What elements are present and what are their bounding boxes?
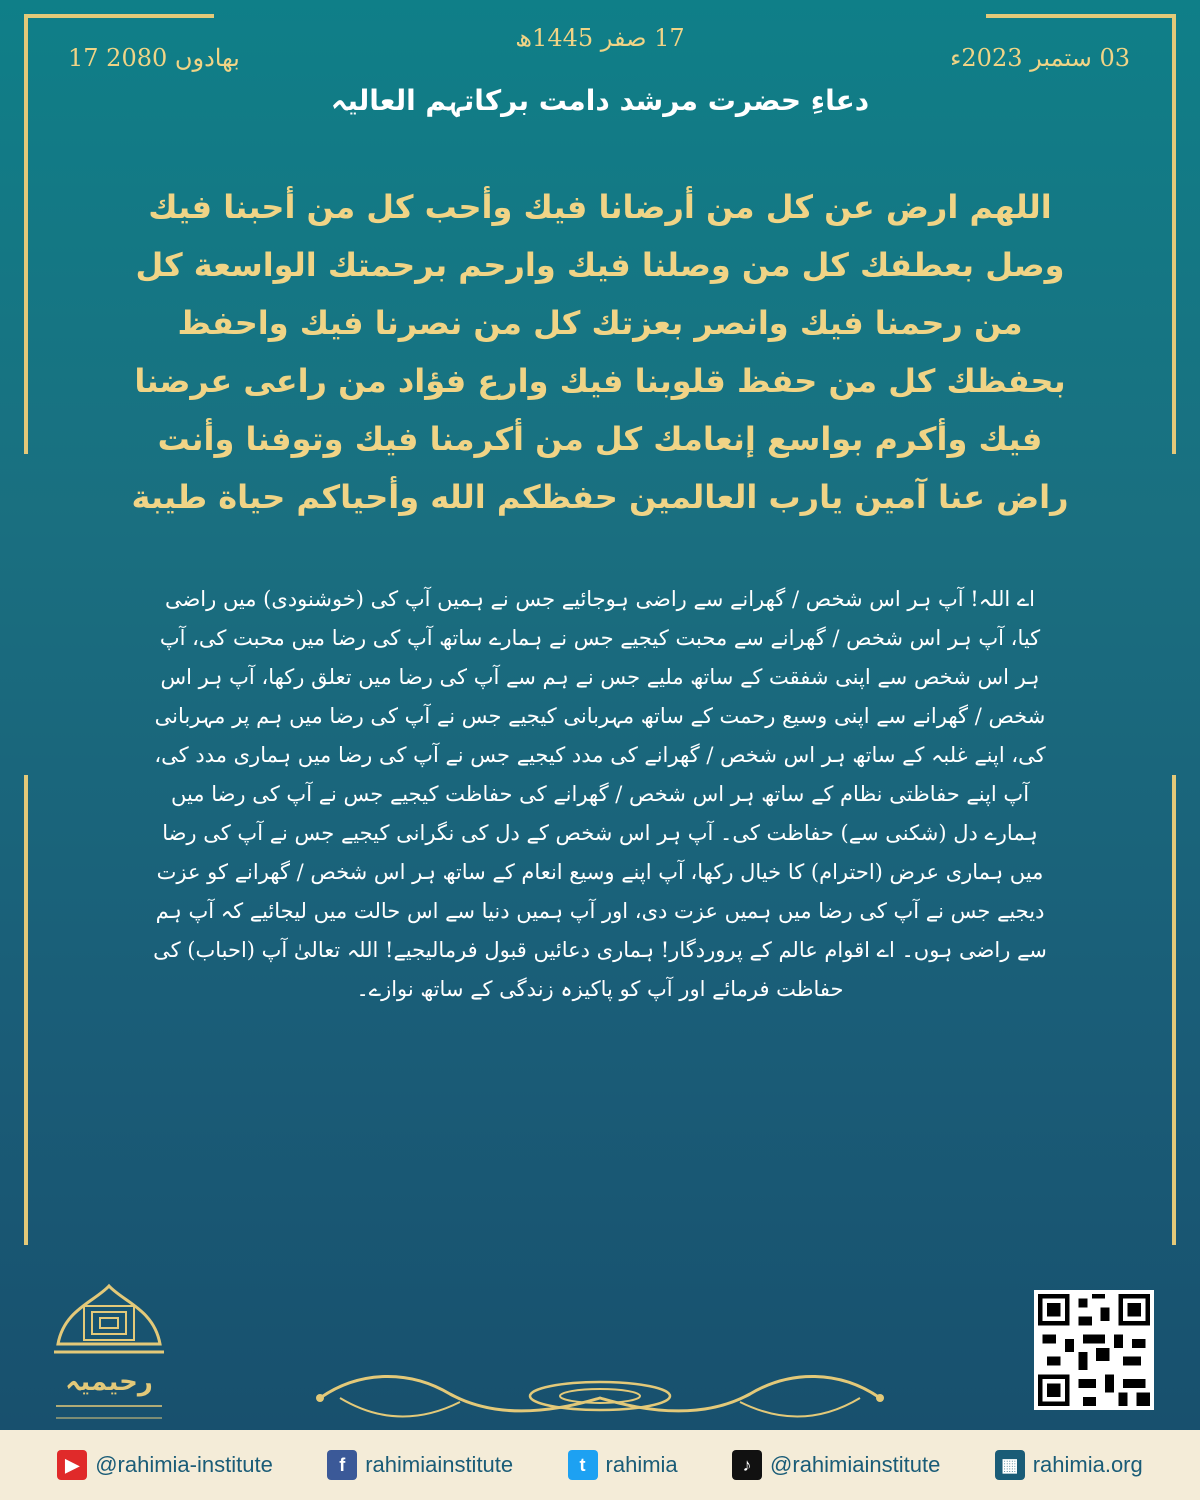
facebook-link[interactable] xyxy=(327,1450,513,1480)
twitter-handle: rahimia xyxy=(605,1452,678,1477)
page-title: دعاءِ حضرت مرشد دامت برکاتہم العالیہ xyxy=(330,84,870,117)
frame-top-right xyxy=(986,14,1176,18)
web-icon: ▦ xyxy=(995,1450,1025,1480)
facebook-handle: rahimiainstitute xyxy=(365,1452,514,1477)
twitter-link[interactable] xyxy=(568,1450,678,1480)
tiktok-icon: ♪ xyxy=(732,1450,762,1480)
logo-emblem-icon xyxy=(44,1282,174,1430)
urdu-translation: اے اللہ! آپ ہر اس شخص / گھرانے سے راضی ہوجائیے جس نے ہمیں آپ کی (خوشنودی) میں راضی کیا، آپ ہر اس شخص / گھرانے سے محبت کیجیے جس نے ہمارے ساتھ آپ کی رضا میں محبت کی، آپ ہر اس شخص سے اپنی شفقت کے ساتھ ملیے جس نے ہم سے آپ کی رضا میں تعلق رکھا، آپ ہر اس شخص / گھرانے سے اپنی وسیع رحمت کے ساتھ مہربانی کیجیے جس نے آپ کی رضا میں ہم پر مہربانی کی، اپنے غلبہ کے ساتھ ہر اس شخص / گھرانے کی مدد کیجیے جس نے آپ کی رضا میں ہماری مدد کی، آپ اپنے حفاظتی نظام کے ساتھ ہر اس شخص / گھرانے کی حفاظت کیجیے جس نے آپ کی رضا میں ہمارے دل (شکنی سے) حفاظت کی۔ آپ ہر اس شخص کے دل کی نگرانی کیجیے جس نے آپ کی رضا میں ہماری عرض (احترام) کا خیال رکھا، آپ اپنے وسیع انعام کے ساتھ ہر اس شخص / گھرانے کو عزت دیجیے جس نے آپ کی رضا میں ہمیں عزت دی، اور آپ ہمیں دنیا سے اس حالت میں لیجائیے کہ آپ ہم سے راضی ہوں۔ اے اقوام عالم کے پروردگار! ہماری دعائیں قبول فرمالیجیے! اللہ تعالیٰ آپ (احباب) کی حفاظت فرمائے اور آپ کو پاکیزہ زندگی کے ساتھ نوازے۔ xyxy=(153,587,1047,1001)
gregorian-date: 03 ستمبر 2023ء xyxy=(950,44,1130,72)
arabic-prayer: اللهم ارض عن كل من أرضانا فيك وأحب كل من أحبنا فيك وصل بعطفك كل من وصلنا فيك وارحم برحمتك الواسعة كل من رحمنا فيك وانصر بعزتك كل من نصرنا فيك واحفظ بحفظك كل من حفظ قلوبنا فيك وارع فؤاد من راعى عرضنا فيك وأكرم بواسع إنعامك كل من أكرمنا فيك وتوفنا وأنت راض عنا آمين يارب العالمين حفظكم الله وأحياكم حياة طيبة xyxy=(131,188,1069,516)
frame-right-top xyxy=(1172,14,1176,454)
social-footer xyxy=(0,1430,1200,1500)
svg-text:رحیمیہ: رحیمیہ xyxy=(65,1367,153,1397)
tiktok-link[interactable] xyxy=(732,1450,940,1480)
hijri-date: 17 صفر 1445ھ xyxy=(515,24,685,52)
ornament-scroll-icon xyxy=(300,1364,900,1428)
twitter-icon: t xyxy=(568,1450,598,1480)
website-url: rahimia.org xyxy=(1032,1452,1143,1477)
qr-code-icon xyxy=(1038,1294,1150,1406)
rahimia-logo xyxy=(44,1282,174,1430)
youtube-handle: @rahimia-institute xyxy=(95,1452,273,1477)
frame-left-bottom xyxy=(24,775,28,1245)
youtube-link[interactable] xyxy=(57,1450,273,1480)
frame-left-top xyxy=(24,14,28,454)
tiktok-handle: @rahimiainstitute xyxy=(770,1452,941,1477)
facebook-icon: f xyxy=(327,1450,357,1480)
website-link[interactable] xyxy=(995,1450,1143,1480)
frame-right-bottom xyxy=(1172,775,1176,1245)
bikrami-date: 17 بھادوں 2080 xyxy=(68,44,240,72)
qr-code[interactable] xyxy=(1034,1290,1154,1410)
gold-ornament xyxy=(300,1364,900,1428)
frame-top-left xyxy=(24,14,214,18)
youtube-icon: ▶ xyxy=(57,1450,87,1480)
